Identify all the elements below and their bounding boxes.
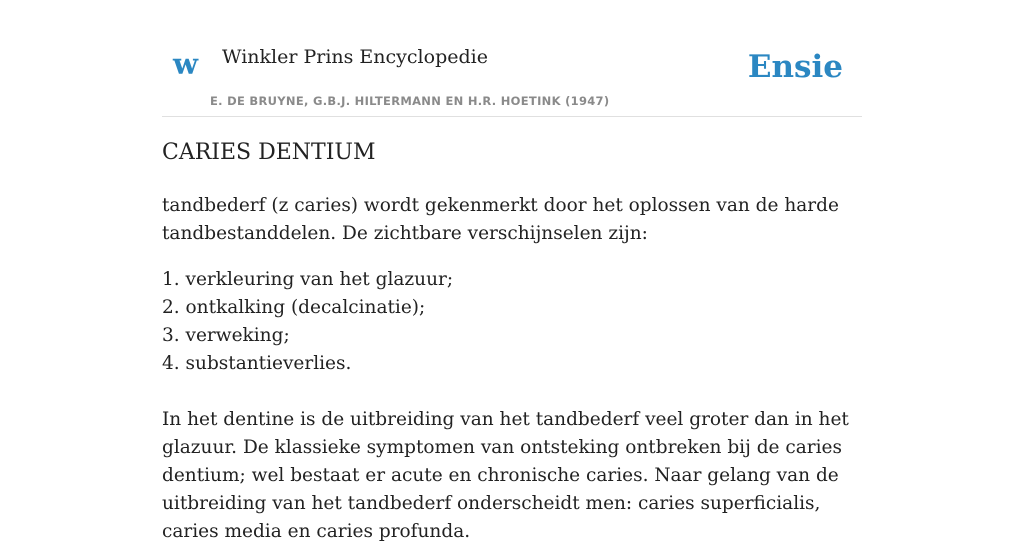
source-logo[interactable]: w <box>173 47 198 81</box>
source-header <box>162 0 862 117</box>
list-item: 2. ontkalking (decalcinatie); <box>162 297 426 318</box>
symptom-list <box>162 266 867 378</box>
article-content <box>162 192 867 546</box>
source-title[interactable]: Winkler Prins Encyclopedie <box>222 46 488 68</box>
list-item: 4. substantieverlies. <box>162 353 352 374</box>
article-body: In het dentine is de uitbreiding van het tandbederf veel groter dan in het glazuur. De klassieke symptomen van ontsteking ontbreken bij de caries dentium; wel bestaat er acute en chronische caries. Naar gelang van de uitbreiding van het tandbederf onderscheidt men: caries superficialis, caries media en caries profunda. <box>162 409 849 542</box>
list-item: 1. verkleuring van het glazuur; <box>162 269 454 290</box>
list-item: 3. verweking; <box>162 325 290 346</box>
article-intro: tandbederf (z caries) wordt gekenmerkt door het oplossen van de harde tandbestanddelen. De zichtbare verschijnselen zijn: <box>162 195 839 244</box>
article-page <box>162 0 862 542</box>
ensie-logo[interactable]: Ensie <box>747 49 843 85</box>
source-authors: E. DE BRUYNE, G.B.J. HILTERMANN EN H.R. HOETINK (1947) <box>210 94 610 108</box>
article-title: CARIES DENTIUM <box>162 140 376 165</box>
